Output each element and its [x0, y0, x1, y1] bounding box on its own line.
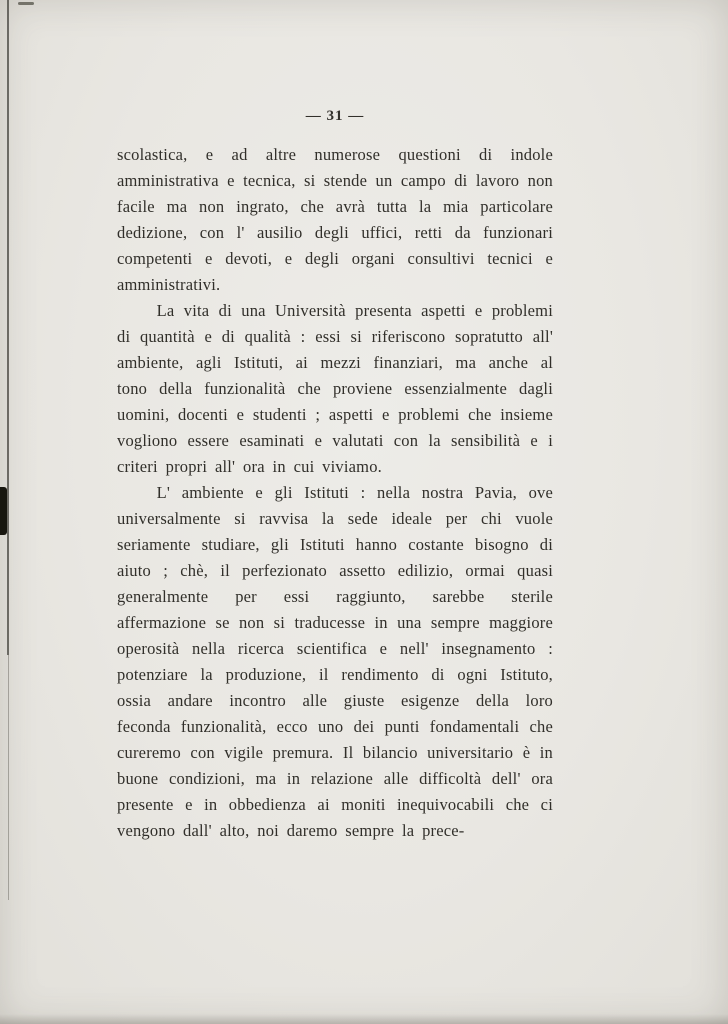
page-text-block [117, 142, 553, 844]
scan-edge-line [7, 0, 9, 655]
scan-edge-line-faint [8, 640, 9, 900]
paragraph: L' ambiente e gli Istituti : nella nostra Pavia, ove universalmente si ravvisa la sede ideale per chi vuole seriamente studiare, gli Istituti hanno costante bisogno di aiuto ; chè, il perfezionato assetto edilizio, ormai quasi generalmente per essi raggiunto, sarebbe sterile affermazione se non si traducesse in una sempre maggiore operosità nella ricerca scientifica e nell' insegnamento : potenziare la produzione, il rendimento di ogni Istituto, ossia andare incontro alle giuste esigenze della loro feconda funzionalità, ecco uno dei punti fondamentali che cureremo con vigile premura. Il bilancio universitario è in buone condizioni, ma in relazione alle difficoltà dell' ora presente e in obbedienza ai moniti inequivocabili che ci vengono dall' alto, noi daremo sempre la prece- [117, 483, 553, 840]
paragraph: La vita di una Università presenta aspetti e problemi di quantità e di qualità : essi si riferiscono sopratutto all' ambiente, agli Istituti, ai mezzi finanziari, ma anche al tono della funzionalità che proviene essenzialmente dagli uomini, docenti e studenti ; aspetti e problemi che insieme vogliono essere esaminati e valutati con la sensibilità e i criteri propri all' ora in cui viviamo. [117, 301, 553, 476]
scan-bottom-shadow [0, 1014, 728, 1024]
scan-top-edge-mark [18, 2, 34, 5]
page-number: — 31 — [305, 108, 365, 124]
paragraph-continuation: scolastica, e ad altre numerose questioni di indole amministrativa e tecnica, si stende un campo di lavoro non facile ma non ingrato, che avrà tutta la mia particolare dedizione, con l' ausilio degli uffici, retti da funzionari competenti e devoti, e degli organi consultivi tecnici e amministrativi. [117, 145, 553, 294]
scan-ink-mark [0, 487, 7, 535]
